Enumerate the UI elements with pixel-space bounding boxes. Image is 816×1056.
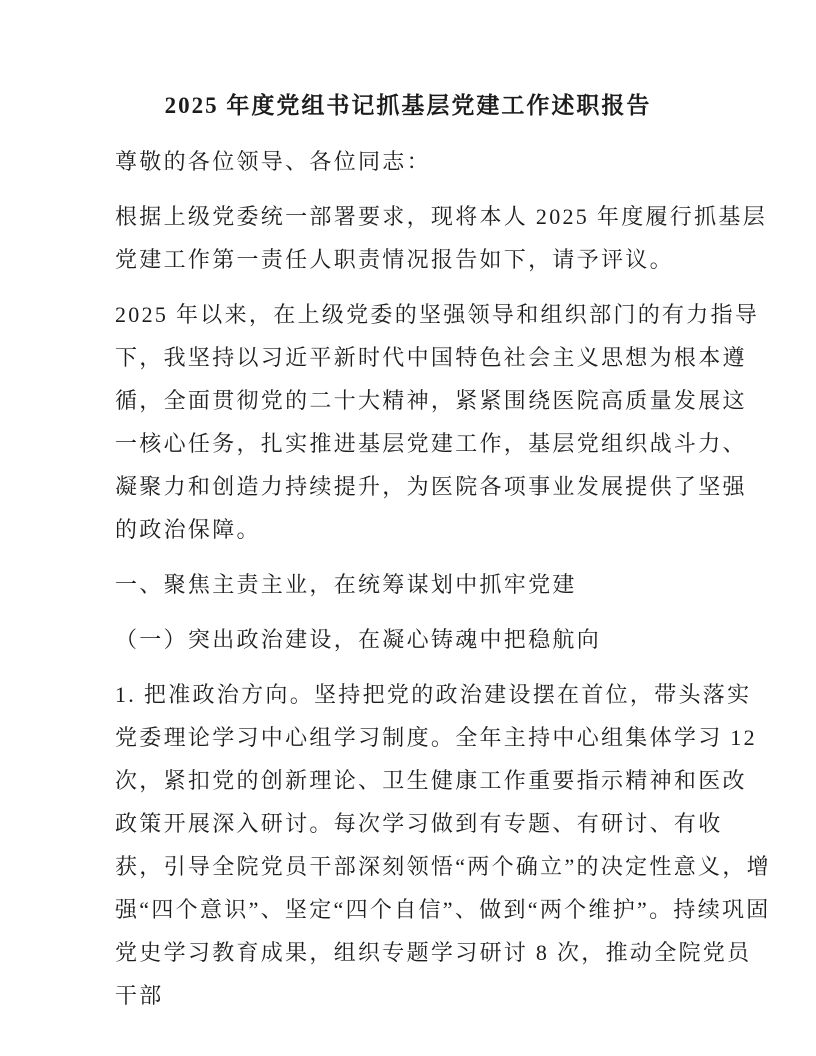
paragraph: 根据上级党委统一部署要求，现将本人 2025 年度履行抓基层党建工作第一责任人职责情况报告如下，请予评议。 — [115, 204, 768, 272]
paragraph: 2025 年以来，在上级党委的坚强领导和组织部门的有力指导下，我坚持以习近平新时代中国特色社会主义思想为根本遵循，全面贯彻党的二十大精神，紧紧围绕医院高质量发展这一核心任务，扎实推进基层党建工作，基层党组织战斗力、凝聚力和创造力持续提升，为医院各项事业发展提供了坚强的政治保障。 — [115, 302, 760, 542]
paragraph: 1. 把准政治方向。坚持把党的政治建设摆在首位，带头落实党委理论学习中心组学习制度。全年主持中心组集体学习 12 次，紧扣党的创新理论、卫生健康工作重要指示精神和医改政策开展深入研讨。每次学习做到有专题、有研讨、有收获，引导全院党员干部深刻领悟“两个确立”的决定性意义，增强“四个意识”、坚定“四个自信”、做到“两个维护”。持续巩固党史学习教育成果，组织专题学习研讨 8 次，推动全院党员干部 — [115, 682, 771, 1008]
paragraph: 一、聚焦主责主业，在统筹谋划中抓牢党建 — [115, 572, 577, 597]
paragraph: （一）突出政治建设，在凝心铸魂中把稳航向 — [115, 627, 602, 652]
document-body — [115, 140, 771, 1017]
paragraph: 尊敬的各位领导、各位同志： — [115, 149, 431, 174]
document-title: 2025 年度党组书记抓基层党建工作述职报告 — [164, 93, 652, 118]
